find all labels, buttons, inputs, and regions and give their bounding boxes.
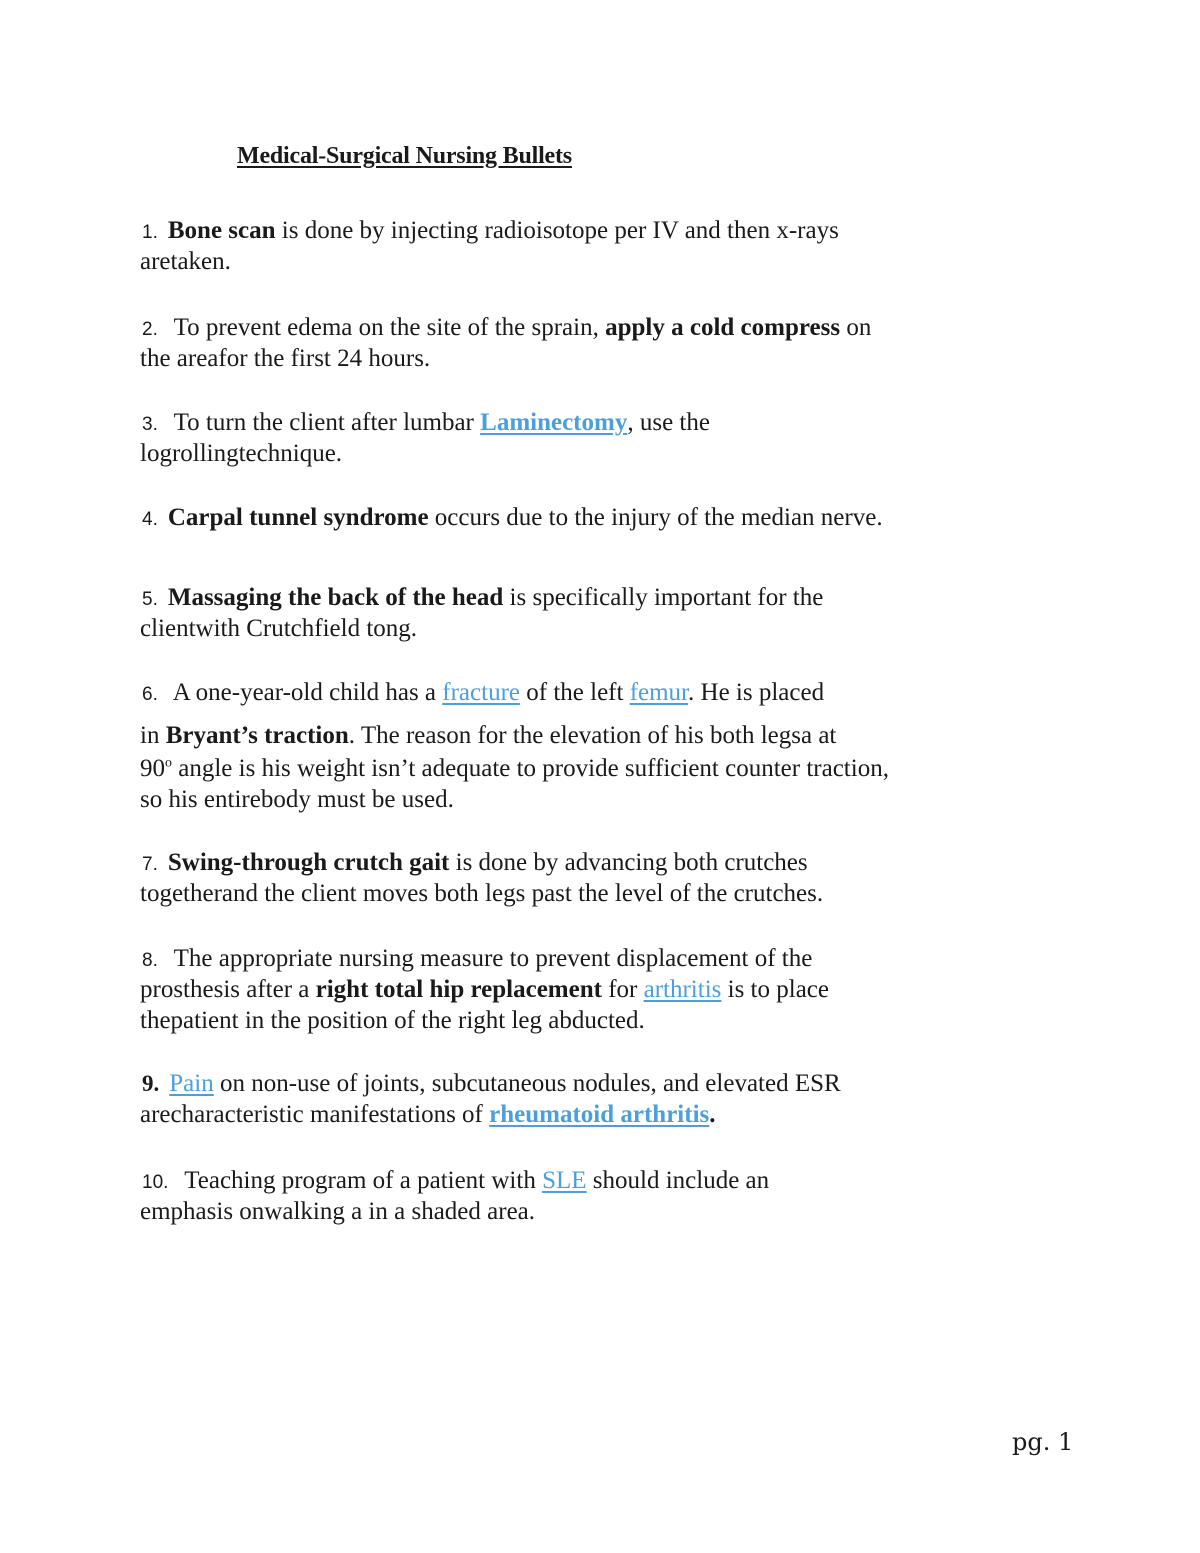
item-text: To turn the client after lumbar bbox=[167, 409, 481, 436]
item-text: in bbox=[140, 722, 166, 749]
item-text: should include an bbox=[586, 1167, 770, 1194]
list-item-9 bbox=[140, 1068, 1070, 1130]
item-text: angle is his weight isn’t adequate to provide sufficient counter traction, bbox=[172, 755, 889, 782]
list-item-7 bbox=[140, 847, 1070, 909]
item-number: 8. bbox=[142, 950, 158, 971]
page-number: pg. 1 bbox=[1012, 1428, 1074, 1456]
item-bold-text: Massaging the back of the head bbox=[167, 584, 504, 611]
item-number: 6. bbox=[142, 684, 158, 705]
list-item-4 bbox=[140, 502, 1070, 533]
item-number: 1. bbox=[142, 222, 158, 243]
item-text: aretaken. bbox=[140, 248, 231, 275]
item-bold-text: Bryant’s traction bbox=[165, 722, 349, 749]
femur-link[interactable]: femur bbox=[629, 679, 689, 706]
item-text: thepatient in the position of the right leg abducted. bbox=[140, 1007, 645, 1034]
item-text: occurs due to the injury of the median nerve. bbox=[428, 504, 883, 531]
item-text: Teaching program of a patient with bbox=[178, 1167, 543, 1194]
item-text: on non-use of joints, subcutaneous nodules, and elevated ESR bbox=[213, 1070, 841, 1097]
page-title: Medical-Surgical Nursing Bullets bbox=[237, 143, 572, 169]
item-text: on bbox=[840, 314, 872, 341]
pain-link[interactable]: Pain bbox=[169, 1070, 214, 1097]
item-number: 5. bbox=[142, 589, 158, 610]
fracture-link[interactable]: fracture bbox=[442, 679, 520, 706]
item-text: clientwith Crutchfield tong. bbox=[140, 615, 418, 642]
list-item-5 bbox=[140, 582, 1070, 644]
item-text: . He is placed bbox=[688, 679, 825, 706]
list-item-10 bbox=[140, 1165, 1070, 1227]
item-text: A one-year-old child has a bbox=[167, 679, 443, 706]
item-number: 7. bbox=[142, 854, 158, 875]
arthritis-link[interactable]: arthritis bbox=[643, 976, 722, 1003]
list-item-6 bbox=[140, 677, 1070, 815]
item-text: . bbox=[709, 1101, 716, 1128]
item-bold-text: Bone scan bbox=[167, 217, 276, 244]
item-text: To prevent edema on the site of the sprain, bbox=[167, 314, 606, 341]
item-text: prosthesis after a bbox=[140, 976, 316, 1003]
list-item-2 bbox=[140, 312, 1070, 374]
item-text: is to place bbox=[721, 976, 829, 1003]
item-number: 10. bbox=[142, 1172, 169, 1193]
item-text: is specifically important for the bbox=[503, 584, 824, 611]
item-text: is done by advancing both crutches bbox=[449, 849, 808, 876]
item-text: emphasis onwalking a in a shaded area. bbox=[140, 1198, 536, 1225]
sle-link[interactable]: SLE bbox=[542, 1167, 587, 1194]
item-text: The appropriate nursing measure to prevent displacement of the bbox=[167, 945, 813, 972]
item-text: arecharacteristic manifestations of bbox=[140, 1101, 490, 1128]
item-text: the areafor the first 24 hours. bbox=[140, 345, 431, 372]
item-number: 4. bbox=[142, 509, 158, 530]
item-text: of the left bbox=[520, 679, 630, 706]
degree-superscript: o bbox=[165, 755, 172, 771]
item-text: . The reason for the elevation of his both legsa at bbox=[348, 722, 837, 749]
item-number: 2. bbox=[142, 319, 158, 340]
item-number: 9. bbox=[142, 1071, 160, 1096]
item-text: for bbox=[601, 976, 644, 1003]
item-bold-text: Carpal tunnel syndrome bbox=[167, 504, 429, 531]
list-item-1 bbox=[140, 215, 1070, 277]
item-text: logrollingtechnique. bbox=[140, 440, 343, 467]
item-text: 90 bbox=[140, 755, 165, 782]
item-bold-text: right total hip replacement bbox=[315, 976, 602, 1003]
list-item-3 bbox=[140, 407, 1070, 469]
rheumatoid-arthritis-link[interactable]: rheumatoid arthritis bbox=[489, 1101, 710, 1128]
list-item-8 bbox=[140, 943, 1070, 1036]
item-text: so his entirebody must be used. bbox=[140, 786, 454, 813]
item-bold-text: apply a cold compress bbox=[605, 314, 841, 341]
item-bold-text: Swing-through crutch gait bbox=[167, 849, 450, 876]
laminectomy-link[interactable]: Laminectomy bbox=[480, 409, 628, 436]
item-text: is done by injecting radioisotope per IV and then x-rays bbox=[275, 217, 839, 244]
item-number: 3. bbox=[142, 414, 158, 435]
item-text: , use the bbox=[627, 409, 710, 436]
item-text: togetherand the client moves both legs past the level of the crutches. bbox=[140, 880, 824, 907]
